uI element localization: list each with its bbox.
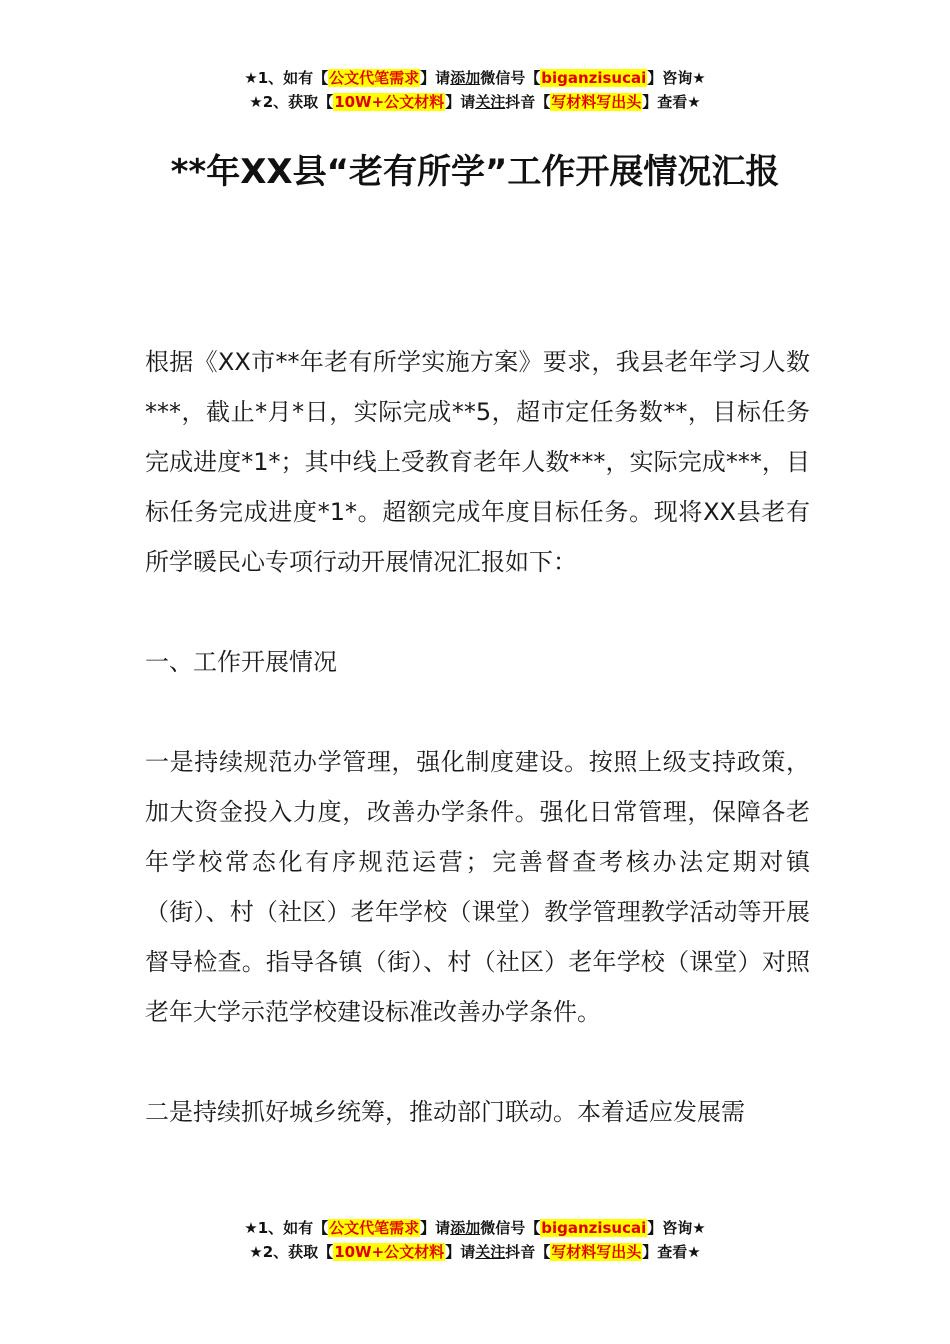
document-title: **年XX县“老有所学”工作开展情况汇报 [170,152,780,192]
section-heading: 一、工作开展情况 [145,648,337,676]
paragraph-intro: 根据《XX市**年老有所学实施方案》要求，我县老年学习人数***，截止*月*日，实际完成**5，超市定任务数**，目标任务完成进度*1*；其中线上受教育老年人数***，实际完成***，目标任务完成进度*1*。超额完成年度目标任务。现将XX县老有所学暖民心专项行动开展情况汇报如下： [145,348,810,576]
promo-line-2: ★2、获取【10W+公文材料】请关注抖音【写材料写出头】查看★ [249,1243,701,1261]
paragraph-item-1: 一是持续规范办学管理，强化制度建设。按照上级支持政策，加大资金投入力度，改善办学条件。强化日常管理，保障各老年学校常态化有序规范运营；完善督查考核办法定期对镇（街）、村（社区）老年学校（课堂）教学管理教学活动等开展督导检查。指导各镇（街）、村（社区）老年学校（课堂）对照老年大学示范学校建设标准改善办学条件。 [145,748,810,1026]
promo-highlight: 公文代笔需求 [329,69,420,87]
header-promo-banner [0,66,950,114]
promo-line-2: ★2、获取【10W+公文材料】请关注抖音【写材料写出头】查看★ [249,93,701,111]
promo-highlight: 10W+公文材料 [334,1243,445,1261]
promo-line-1: ★1、如有【公文代笔需求】请添加微信号【biganzisucai】咨询★ [244,69,706,87]
promo-highlight: 公文代笔需求 [329,1219,420,1237]
promo-line-1: ★1、如有【公文代笔需求】请添加微信号【biganzisucai】咨询★ [244,1219,706,1237]
footer-promo-banner [0,1216,950,1264]
promo-highlight: 10W+公文材料 [334,93,445,111]
document-body [145,337,810,1187]
paragraph-item-2: 二是持续抓好城乡统筹，推动部门联动。本着适应发展需 [145,1098,745,1126]
promo-wechat-id: biganzisucai [541,69,647,87]
promo-douyin-id: 写材料写出头 [551,1243,642,1261]
promo-douyin-id: 写材料写出头 [551,93,642,111]
promo-wechat-id: biganzisucai [541,1219,647,1237]
